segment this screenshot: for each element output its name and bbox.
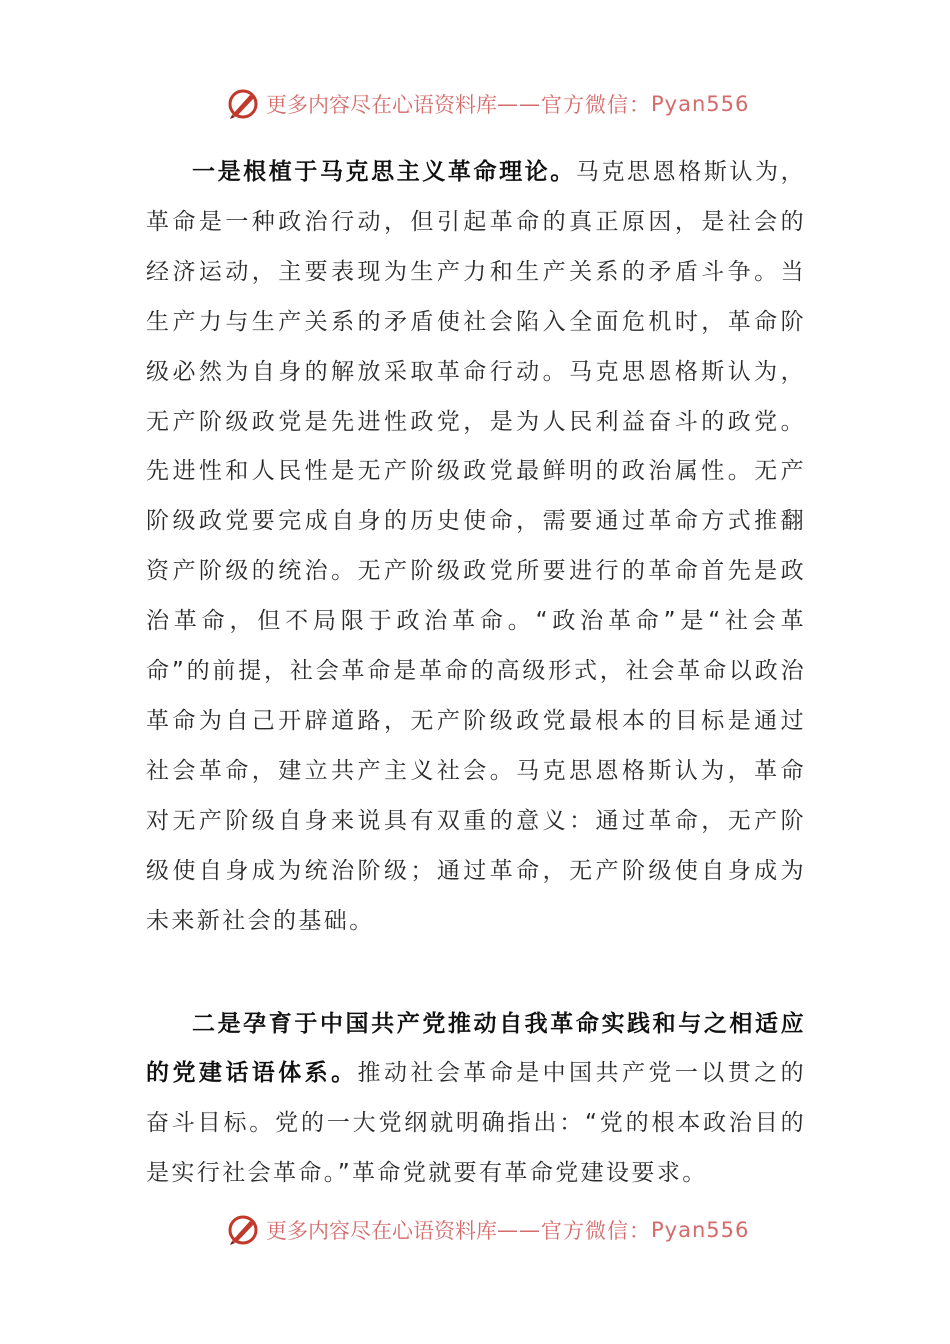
document-body xyxy=(146,148,806,1199)
paragraph-1-body: 马克思恩格斯认为，革命是一种政治行动，但引起革命的真正原因，是社会的经济运动，主要表现为生产力和生产关系的矛盾斗争。当生产力与生产关系的矛盾使社会陷入全面危机时，革命阶级必然为自身的解放采取革命行动。马克思恩格斯认为，无产阶级政党是先进性政党，是为人民利益奋斗的政党。先进性和人民性是无产阶级政党最鲜明的政治属性。无产阶级政党要完成自身的历史使命，需要通过革命方式推翻资产阶级的统治。无产阶级政党所要进行的革命首先是政治革命，但不局限于政治革命。“政治革命”是“社会革命”的前提，社会革命是革命的高级形式，社会革命以政治革命为自己开辟道路，无产阶级政党最根本的目标是通过社会革命，建立共产主义社会。马克思恩格斯认为，革命对无产阶级自身来说具有双重的意义：通过革命，无产阶级使自身成为统治阶级；通过革命，无产阶级使自身成为未来新社会的基础。 xyxy=(146,159,807,934)
banner-sub-text: 官方微信： xyxy=(541,1219,651,1243)
banner-dash: —— xyxy=(497,1218,541,1242)
banner-sub-text: 官方微信： xyxy=(541,93,651,117)
paragraph-1 xyxy=(146,148,806,947)
banner-account: Pyan556 xyxy=(651,1218,750,1242)
banner-main-text: 更多内容尽在心语资料库 xyxy=(266,1219,497,1243)
banner-account: Pyan556 xyxy=(651,92,750,116)
paragraph-2 xyxy=(146,1000,806,1200)
banner-dash: —— xyxy=(497,92,541,116)
paragraph-2-lead: 二是孕育于中国共产党推动自我革命实践和与之相适应的党建话语体系。 xyxy=(146,1010,806,1087)
footer-watermark-banner xyxy=(226,1210,750,1250)
banner-main-text: 更多内容尽在心语资料库 xyxy=(266,93,497,117)
pen-circle-logo-icon xyxy=(226,1213,260,1247)
header-watermark-banner xyxy=(226,84,750,124)
paragraph-2-body: 推动社会革命是中国共产党一以贯之的奋斗目标。党的一大党纲就明确指出：“党的根本政治目的是实行社会革命。”革命党就要有革命党建设要求。 xyxy=(146,1060,806,1187)
paragraph-1-lead: 一是根植于马克思主义革命理论。 xyxy=(192,159,576,185)
pen-circle-logo-icon xyxy=(226,87,260,121)
